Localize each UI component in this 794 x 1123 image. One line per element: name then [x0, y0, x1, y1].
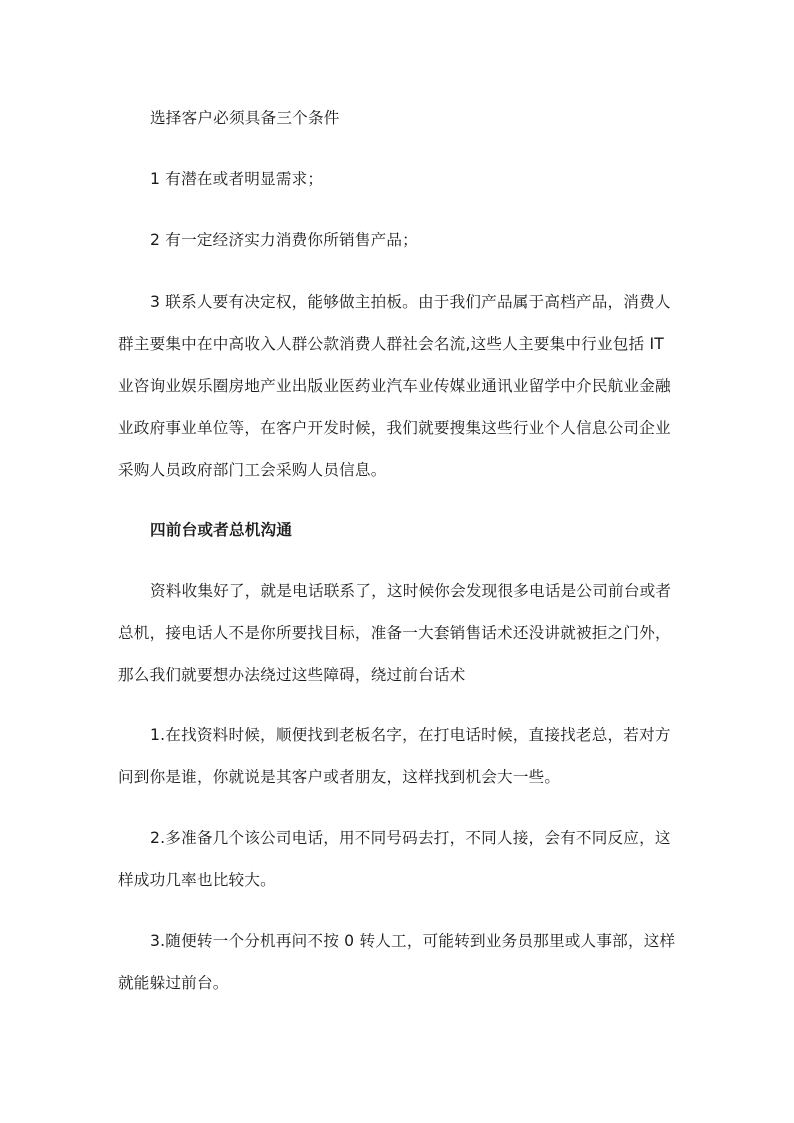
paragraph-tip-3 — [118, 920, 678, 1004]
paragraph-condition-3-text: 3 联系人要有决定权，能够做主拍板。由于我们产品属于高档产品，消费人群主要集中在中高收入人群公款消费人群社会名流,这些人主要集中行业包括 IT 业咨询业娱乐圈房地产业出版业医药业汽车业传媒业通讯业留学中介民航业金融业政府事业单位等，在客户开发时候，我们就要搜集这些行业个人信息公司企业采购人员政府部门工会采购人员信息。 — [118, 293, 671, 479]
paragraph-condition-1-text: 1 有潜在或者明显需求； — [150, 170, 324, 188]
paragraph-condition-2-text: 2 有一定经济实力消费你所销售产品； — [150, 231, 418, 249]
section-heading-text: 四前台或者总机沟通 — [150, 521, 293, 539]
paragraph-contact — [118, 570, 678, 696]
paragraph-tip-1-text: 1.在找资料时候，顺便找到老板名字，在打电话时候，直接找老总，若对方问到你是谁，你就说是其客户或者朋友，这样找到机会大一些。 — [118, 726, 671, 786]
paragraph-condition-3 — [118, 281, 678, 491]
paragraph-condition-1 — [118, 158, 678, 200]
paragraph-intro-text: 选择客户必须具备三个条件 — [150, 109, 340, 127]
paragraph-intro — [118, 97, 678, 139]
paragraph-tip-1 — [118, 714, 678, 798]
paragraph-tip-2-text: 2.多准备几个该公司电话，用不同号码去打，不同人接，会有不同反应，这样成功几率也比较大。 — [118, 829, 671, 889]
paragraph-condition-2 — [118, 219, 678, 261]
paragraph-tip-3-text: 3.随便转一个分机再问不按 0 转人工，可能转到业务员那里或人事部，这样就能躲过前台。 — [118, 932, 676, 992]
paragraph-contact-text: 资料收集好了，就是电话联系了，这时候你会发现很多电话是公司前台或者总机，接电话人不是你所要找目标，准备一大套销售话术还没讲就被拒之门外，那么我们就要想办法绕过这些障碍，绕过前台话术 — [118, 582, 672, 684]
paragraph-tip-2 — [118, 817, 678, 901]
section-heading — [118, 509, 678, 551]
